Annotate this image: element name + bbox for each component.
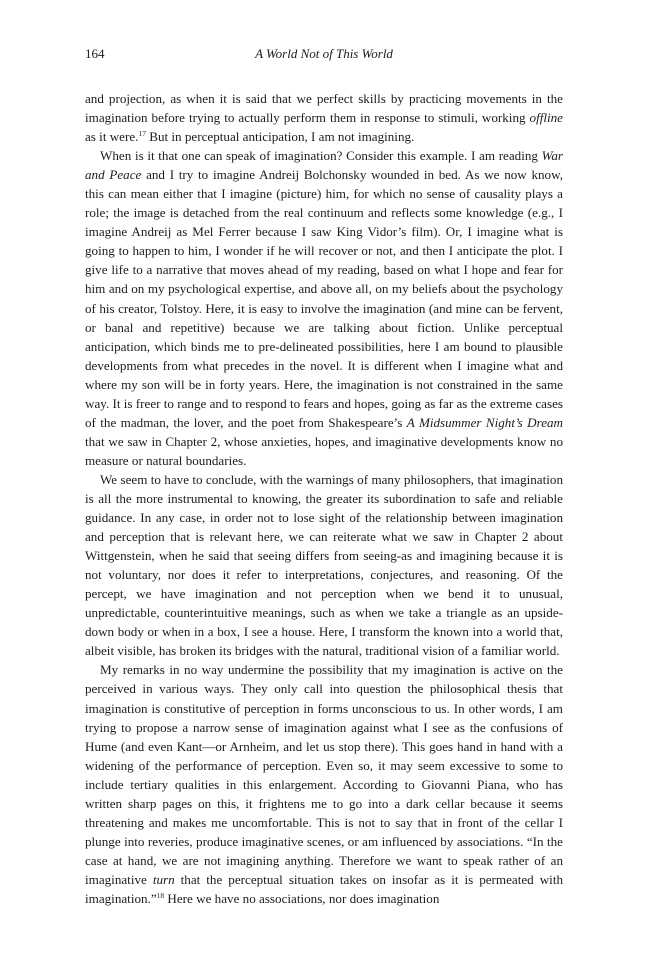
body-text [85, 89, 563, 908]
paragraph [85, 660, 563, 908]
italic-text: War and Peace [85, 148, 563, 183]
footnote-reference: 17 [138, 129, 146, 139]
text-run: Here we have no associations, nor does imagination [164, 890, 440, 906]
paragraph [85, 89, 563, 146]
italic-text: offline [529, 110, 563, 126]
book-page [85, 40, 563, 908]
paragraph [85, 470, 563, 660]
text-run: We seem to have to conclude, with the warnings of many philosophers, that imagination is all the more instrumental to knowing, the greater its subordination to safe and reliable guidance. In any case, in order not to lose sight of the relationship between imagination and perception that is relevant here, we can reiterate what we saw in Chapter 2 about Wittgenstein, when he said that seeing differs from seeing-as and imagining because it is not voluntary, nor does it refer to interpretations, conjectures, and reasoning. Of the percept, we have imagination and not perception when we bend it to unusual, unpredictable, counterintuitive meanings, such as when we take a triangle as an upside-down body or when in a box, I see a house. Here, I transform the known into a world that, albeit visible, has broken its bridges with the natural, traditional vision of a familiar world. [85, 471, 563, 659]
text-run: that we saw in Chapter 2, whose anxieties, hopes, and imaginative developments know no measure or natural boundaries. [85, 433, 563, 468]
text-run: When is it that one can speak of imagination? Consider this example. I am reading [100, 148, 542, 164]
running-head [85, 40, 563, 68]
text-run: as it were. [85, 129, 139, 145]
running-title: A World Not of This World [255, 46, 393, 61]
text-run: and I try to imagine Andreij Bolchonsky wounded in bed. As we now know, this can mean either that I imagine (picture) him, for which no sense of causality plays a role; the image is detached from the real continuum and reflects some knowledge (e.g., I imagine Andreij as Mel Ferrer because I saw King Vidor’s film). Or, I imagine what is going to happen to him, I wonder if he will recover or not, and then I anticipate the plot. I give life to a narrative that moves ahead of my reading, based on what I hope and fear for him and on my psychological expertise, and above all, on my beliefs about the psychology of his creator, Tolstoy. Here, it is easy to involve the imagination (and mine can be fervent, or banal and repetitive) because we are talking about fiction. Unlike perceptual anticipation, which binds me to pre-delineated possibilities, here I am bound to plausible developments from what precedes in the novel. It is different when I imagine what and where my son will be in forty years. Here, the imagination is not constrained in the same way. It is freer to range and to respond to fears and hopes, going as far as the extreme cases of the madman, the lover, and the poet from Shakespeare’s [85, 167, 563, 430]
text-run: that the perceptual situation takes on insofar as it is permeated with imagination.” [85, 871, 564, 906]
text-run: My remarks in no way undermine the possibility that my imagination is active on the perceived in various ways. They only call into question the philosophical thesis that imagination is constitutive of perception in forms unconscious to us. In other words, I am trying to propose a narrow sense of imagination against what I see as the confusions of Hume (and even Kant—or Arnheim, and let us stop there). This goes hand in hand with a widening of the performance of perception. Even so, it may seem excessive to some to include tertiary qualities in this enlargement. According to Giovanni Piana, who has written sharp pages on this, it frightens me to go into a dark cellar because it seems threatening and makes me uncomfortable. This is not to say that in front of the cellar I plunge into reveries, produce imaginative scenes, or am influenced by associations. “In the case at hand, we are not imagining anything. Therefore we want to speak rather of an imaginative [85, 662, 563, 887]
italic-text: turn [152, 871, 175, 887]
footnote-reference: 18 [156, 890, 165, 900]
italic-text: A Midsummer Night’s Dream [406, 414, 564, 430]
text-run: and projection, as when it is said that we perfect skills by practicing movements in the imagination before trying to actually perform them in response to stimuli, working [85, 91, 563, 126]
paragraph [85, 146, 563, 470]
text-run: But in perceptual anticipation, I am not imagining. [145, 129, 415, 145]
page-number: 164 [85, 46, 105, 61]
